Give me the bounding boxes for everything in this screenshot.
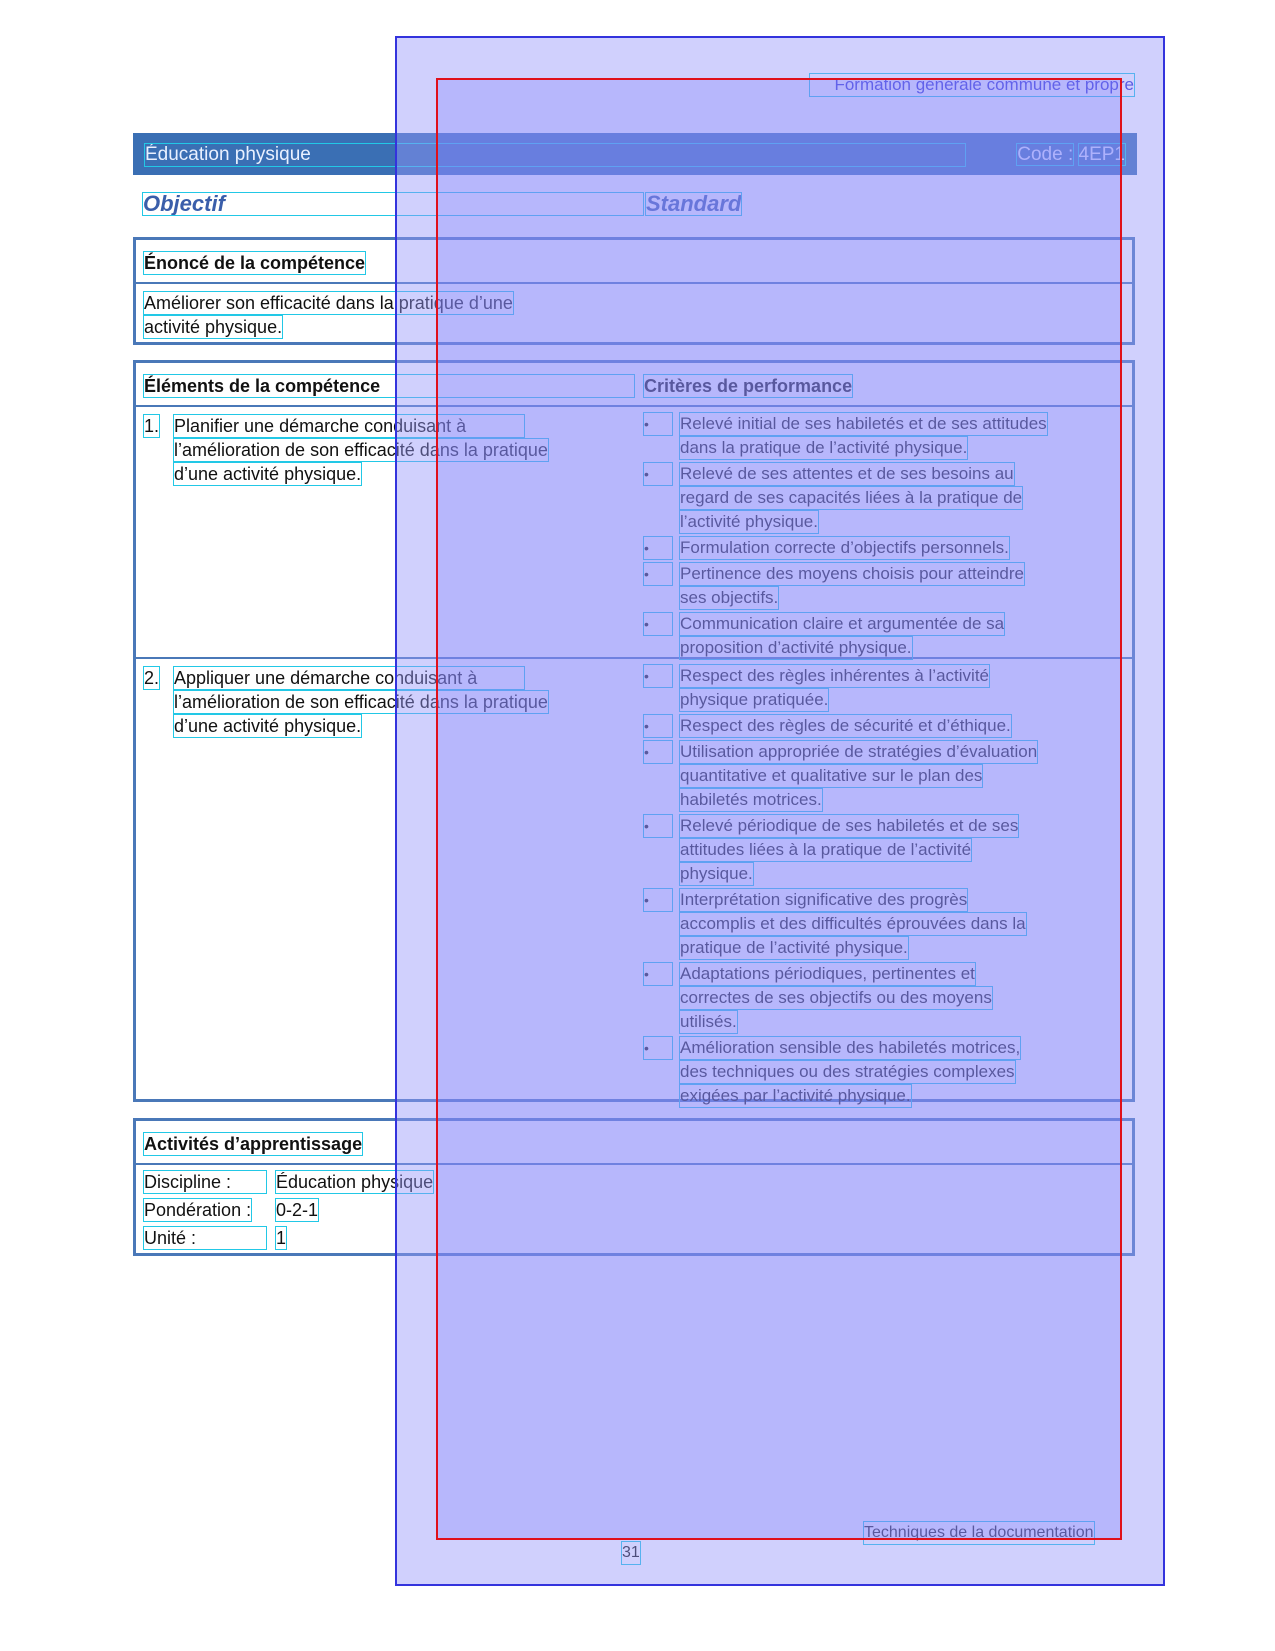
criterion-line: correctes de ses objectifs ou des moyens xyxy=(680,988,992,1007)
element-text-line: Planifier une démarche conduisant à xyxy=(174,415,524,437)
criterion-line: Relevé périodique de ses habiletés et de ses xyxy=(680,816,1019,835)
criterion-line: habiletés motrices. xyxy=(680,790,822,809)
criterion-bullet: • xyxy=(644,963,672,985)
criterion-line: utilisés. xyxy=(680,1012,737,1031)
footer-program: Techniques de la documentation xyxy=(864,1522,1094,1544)
criterion-bullet: • xyxy=(644,665,672,687)
criterion-line: dans la pratique de l’activité physique. xyxy=(680,438,968,457)
activites-header xyxy=(136,1121,1132,1165)
criterion-line: accomplis et des difficultés éprouvées dans la xyxy=(680,914,1026,933)
elements-header xyxy=(136,363,1132,407)
criterion-line: Amélioration sensible des habiletés motrices, xyxy=(680,1038,1021,1057)
element-number: 2. xyxy=(144,668,160,688)
objectif-label: Objectif xyxy=(143,193,643,215)
criterion-bullet: • xyxy=(644,413,672,435)
criterion-bullet: • xyxy=(644,815,672,837)
criterion-line: physique. xyxy=(680,864,753,883)
criterion-line: quantitative et qualitative sur le plan des xyxy=(680,766,983,785)
course-code-label: Code : xyxy=(1017,144,1074,165)
criteres-col-title: Critères de performance xyxy=(644,376,853,396)
element-text-line: d’une activité physique. xyxy=(174,464,362,484)
discipline-value: Éducation physique xyxy=(276,1172,434,1192)
unite-label: Unité : xyxy=(144,1227,266,1249)
criterion-line: Relevé initial de ses habiletés et de ses attitudes xyxy=(680,414,1047,433)
criterion-line: pratique de l’activité physique. xyxy=(680,938,908,957)
enonce-line-2: activité physique. xyxy=(144,317,283,337)
activites-box xyxy=(133,1118,1135,1256)
criterion-line: Interprétation significative des progrès xyxy=(680,890,968,909)
criterion-line: exigées par l’activité physique. xyxy=(680,1086,911,1105)
element-text-line: Appliquer une démarche conduisant à xyxy=(174,667,524,689)
program-section-label: Formation générale commune et propre xyxy=(810,74,1134,96)
ponderation-value: 0-2-1 xyxy=(276,1200,319,1220)
criterion-line: Relevé de ses attentes et de ses besoins au xyxy=(680,464,1014,483)
criterion-line: Respect des règles de sécurité et d’éthique. xyxy=(680,716,1011,735)
discipline-label: Discipline : xyxy=(144,1171,266,1193)
criterion-line: proposition d’activité physique. xyxy=(680,638,912,657)
element-text-line: d’une activité physique. xyxy=(174,716,362,736)
criterion-line: l’activité physique. xyxy=(680,512,818,531)
enonce-line-1: Améliorer son efficacité dans la pratique d’une xyxy=(144,293,513,313)
element-text-line: l’amélioration de son efficacité dans la pratique xyxy=(174,440,548,460)
page-number: 31 xyxy=(622,1542,640,1564)
criterion-line: Communication claire et argumentée de sa xyxy=(680,614,1005,633)
row-divider xyxy=(136,657,1132,659)
activites-title: Activités d’apprentissage xyxy=(144,1134,363,1154)
criterion-bullet: • xyxy=(644,613,672,635)
criterion-line: Utilisation appropriée de stratégies d’évaluation xyxy=(680,742,1038,761)
elements-col-title: Éléments de la compétence xyxy=(144,375,634,397)
course-code xyxy=(1017,144,1125,166)
element-number: 1. xyxy=(144,416,160,436)
criterion-line: des techniques ou des stratégies complexes xyxy=(680,1062,1015,1081)
course-title-band xyxy=(133,133,1137,175)
criterion-bullet: • xyxy=(644,1037,672,1059)
course-code-value: 4EP1 xyxy=(1078,144,1125,165)
criterion-bullet: • xyxy=(644,889,672,911)
criterion-bullet: • xyxy=(644,537,672,559)
element-text-line: l’amélioration de son efficacité dans la pratique xyxy=(174,692,548,712)
criterion-line: attitudes liées à la pratique de l’activité xyxy=(680,840,972,859)
enonce-header xyxy=(136,240,1132,284)
criterion-bullet: • xyxy=(644,741,672,763)
criterion-line: Respect des règles inhérentes à l’activité xyxy=(680,666,989,685)
criterion-line: Pertinence des moyens choisis pour atteindre xyxy=(680,564,1024,583)
enonce-title: Énoncé de la compétence xyxy=(144,253,366,273)
criterion-bullet: • xyxy=(644,715,672,737)
objectif-value: Standard xyxy=(646,191,742,216)
criterion-bullet: • xyxy=(644,463,672,485)
criterion-line: ses objectifs. xyxy=(680,588,779,607)
criterion-line: regard de ses capacités liées à la pratique de xyxy=(680,488,1023,507)
course-title: Éducation physique xyxy=(145,144,965,166)
ponderation-label: Pondération : xyxy=(144,1200,252,1220)
criterion-bullet: • xyxy=(644,563,672,585)
enonce-box xyxy=(133,237,1135,345)
unite-value: 1 xyxy=(276,1228,287,1248)
elements-box xyxy=(133,360,1135,1105)
criterion-line: Formulation correcte d’objectifs personnels. xyxy=(680,538,1009,557)
criterion-line: physique pratiquée. xyxy=(680,690,829,709)
criterion-line: Adaptations périodiques, pertinentes et xyxy=(680,964,975,983)
